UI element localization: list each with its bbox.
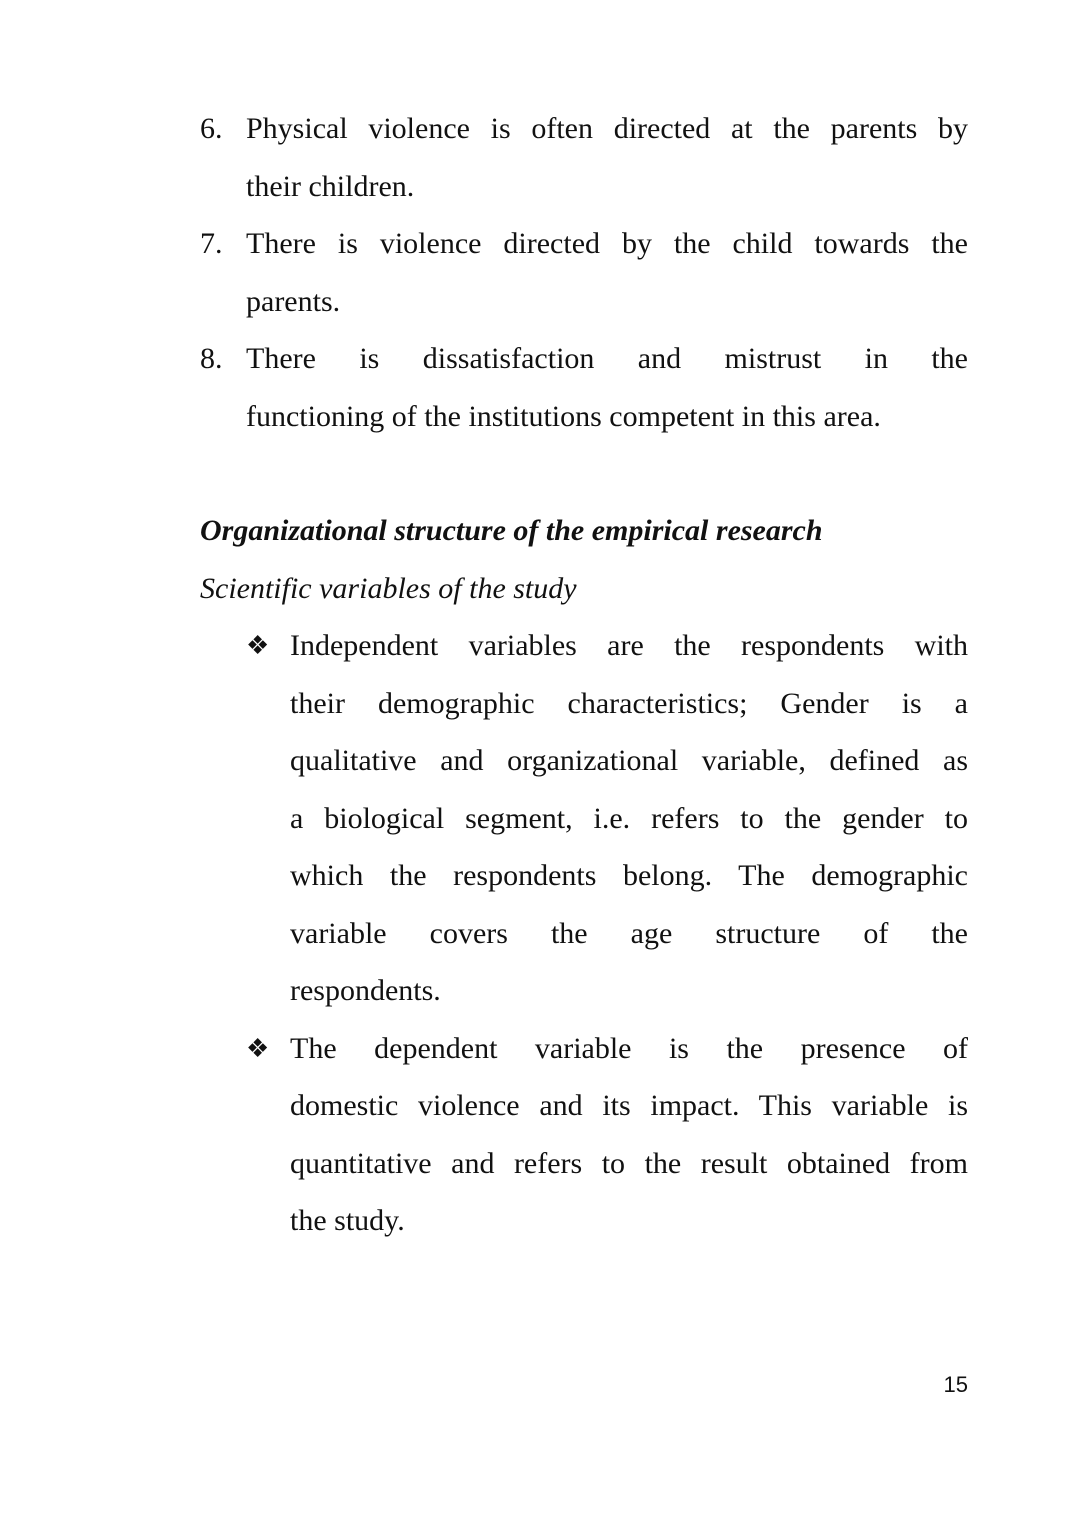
bullet-item-line xyxy=(0,1192,1080,1250)
bullet-item-text: quantitative and refers to the result obtained from xyxy=(290,1146,968,1180)
bullet-diamond-icon: ❖ xyxy=(246,1033,270,1063)
list-item-line xyxy=(0,388,1080,446)
list-item-text: There is dissatisfaction and mistrust in the xyxy=(246,342,968,375)
bullet-item-text: a biological segment, i.e. refers to the gender to xyxy=(290,801,968,835)
bullet-item-text: their demographic characteristics; Gender is a xyxy=(290,686,968,720)
bullet-item-text: qualitative and organizational variable, defined as xyxy=(290,744,968,777)
bullet-item-text: the study. xyxy=(290,1204,405,1237)
bullet-item-text: domestic violence and its impact. This variable is xyxy=(290,1089,968,1122)
list-number: 8. xyxy=(200,342,223,375)
bullet-item-line xyxy=(0,847,1080,905)
list-item-text: their children. xyxy=(246,169,415,203)
list-number: 7. xyxy=(200,227,223,260)
bullet-item-text: which the respondents belong. The demographic xyxy=(290,859,968,892)
list-item-text: There is violence directed by the child towards the xyxy=(246,227,968,260)
bullet-item-line xyxy=(0,617,1080,675)
bullet-item-text: The dependent variable is the presence of xyxy=(290,1031,968,1065)
bullet-diamond-icon: ❖ xyxy=(246,631,270,660)
bullet-item-line xyxy=(0,790,1080,848)
page-number: 15 xyxy=(943,1372,968,1397)
list-item-line xyxy=(0,330,1080,388)
bullet-item-line xyxy=(0,962,1080,1020)
section-heading: Organizational structure of the empirical research xyxy=(200,514,823,547)
list-item-line xyxy=(0,273,1080,331)
bullet-item-line xyxy=(0,1020,1080,1078)
bullet-list xyxy=(0,617,1080,1250)
list-item-line xyxy=(0,100,1080,158)
bullet-item-line xyxy=(0,905,1080,963)
list-item-line xyxy=(0,215,1080,273)
subheading: Scientific variables of the study xyxy=(200,571,577,605)
bullet-item-line xyxy=(0,1077,1080,1135)
list-number: 6. xyxy=(200,112,223,145)
list-item-text: parents. xyxy=(246,284,341,318)
bullet-item-text: Independent variables are the respondents with xyxy=(290,629,968,662)
bullet-item-line xyxy=(0,675,1080,733)
bullet-item-line xyxy=(0,1135,1080,1193)
section-heading-block xyxy=(0,502,1080,617)
bullet-item-line xyxy=(0,732,1080,790)
list-item-text: Physical violence is often directed at the parents by xyxy=(246,112,968,145)
numbered-list xyxy=(0,100,1080,445)
list-item-line xyxy=(0,158,1080,216)
bullet-item-text: respondents. xyxy=(290,974,441,1007)
list-item-text: functioning of the institutions competent in this area. xyxy=(246,399,881,433)
bullet-item-text: variable covers the age structure of the xyxy=(290,916,968,950)
